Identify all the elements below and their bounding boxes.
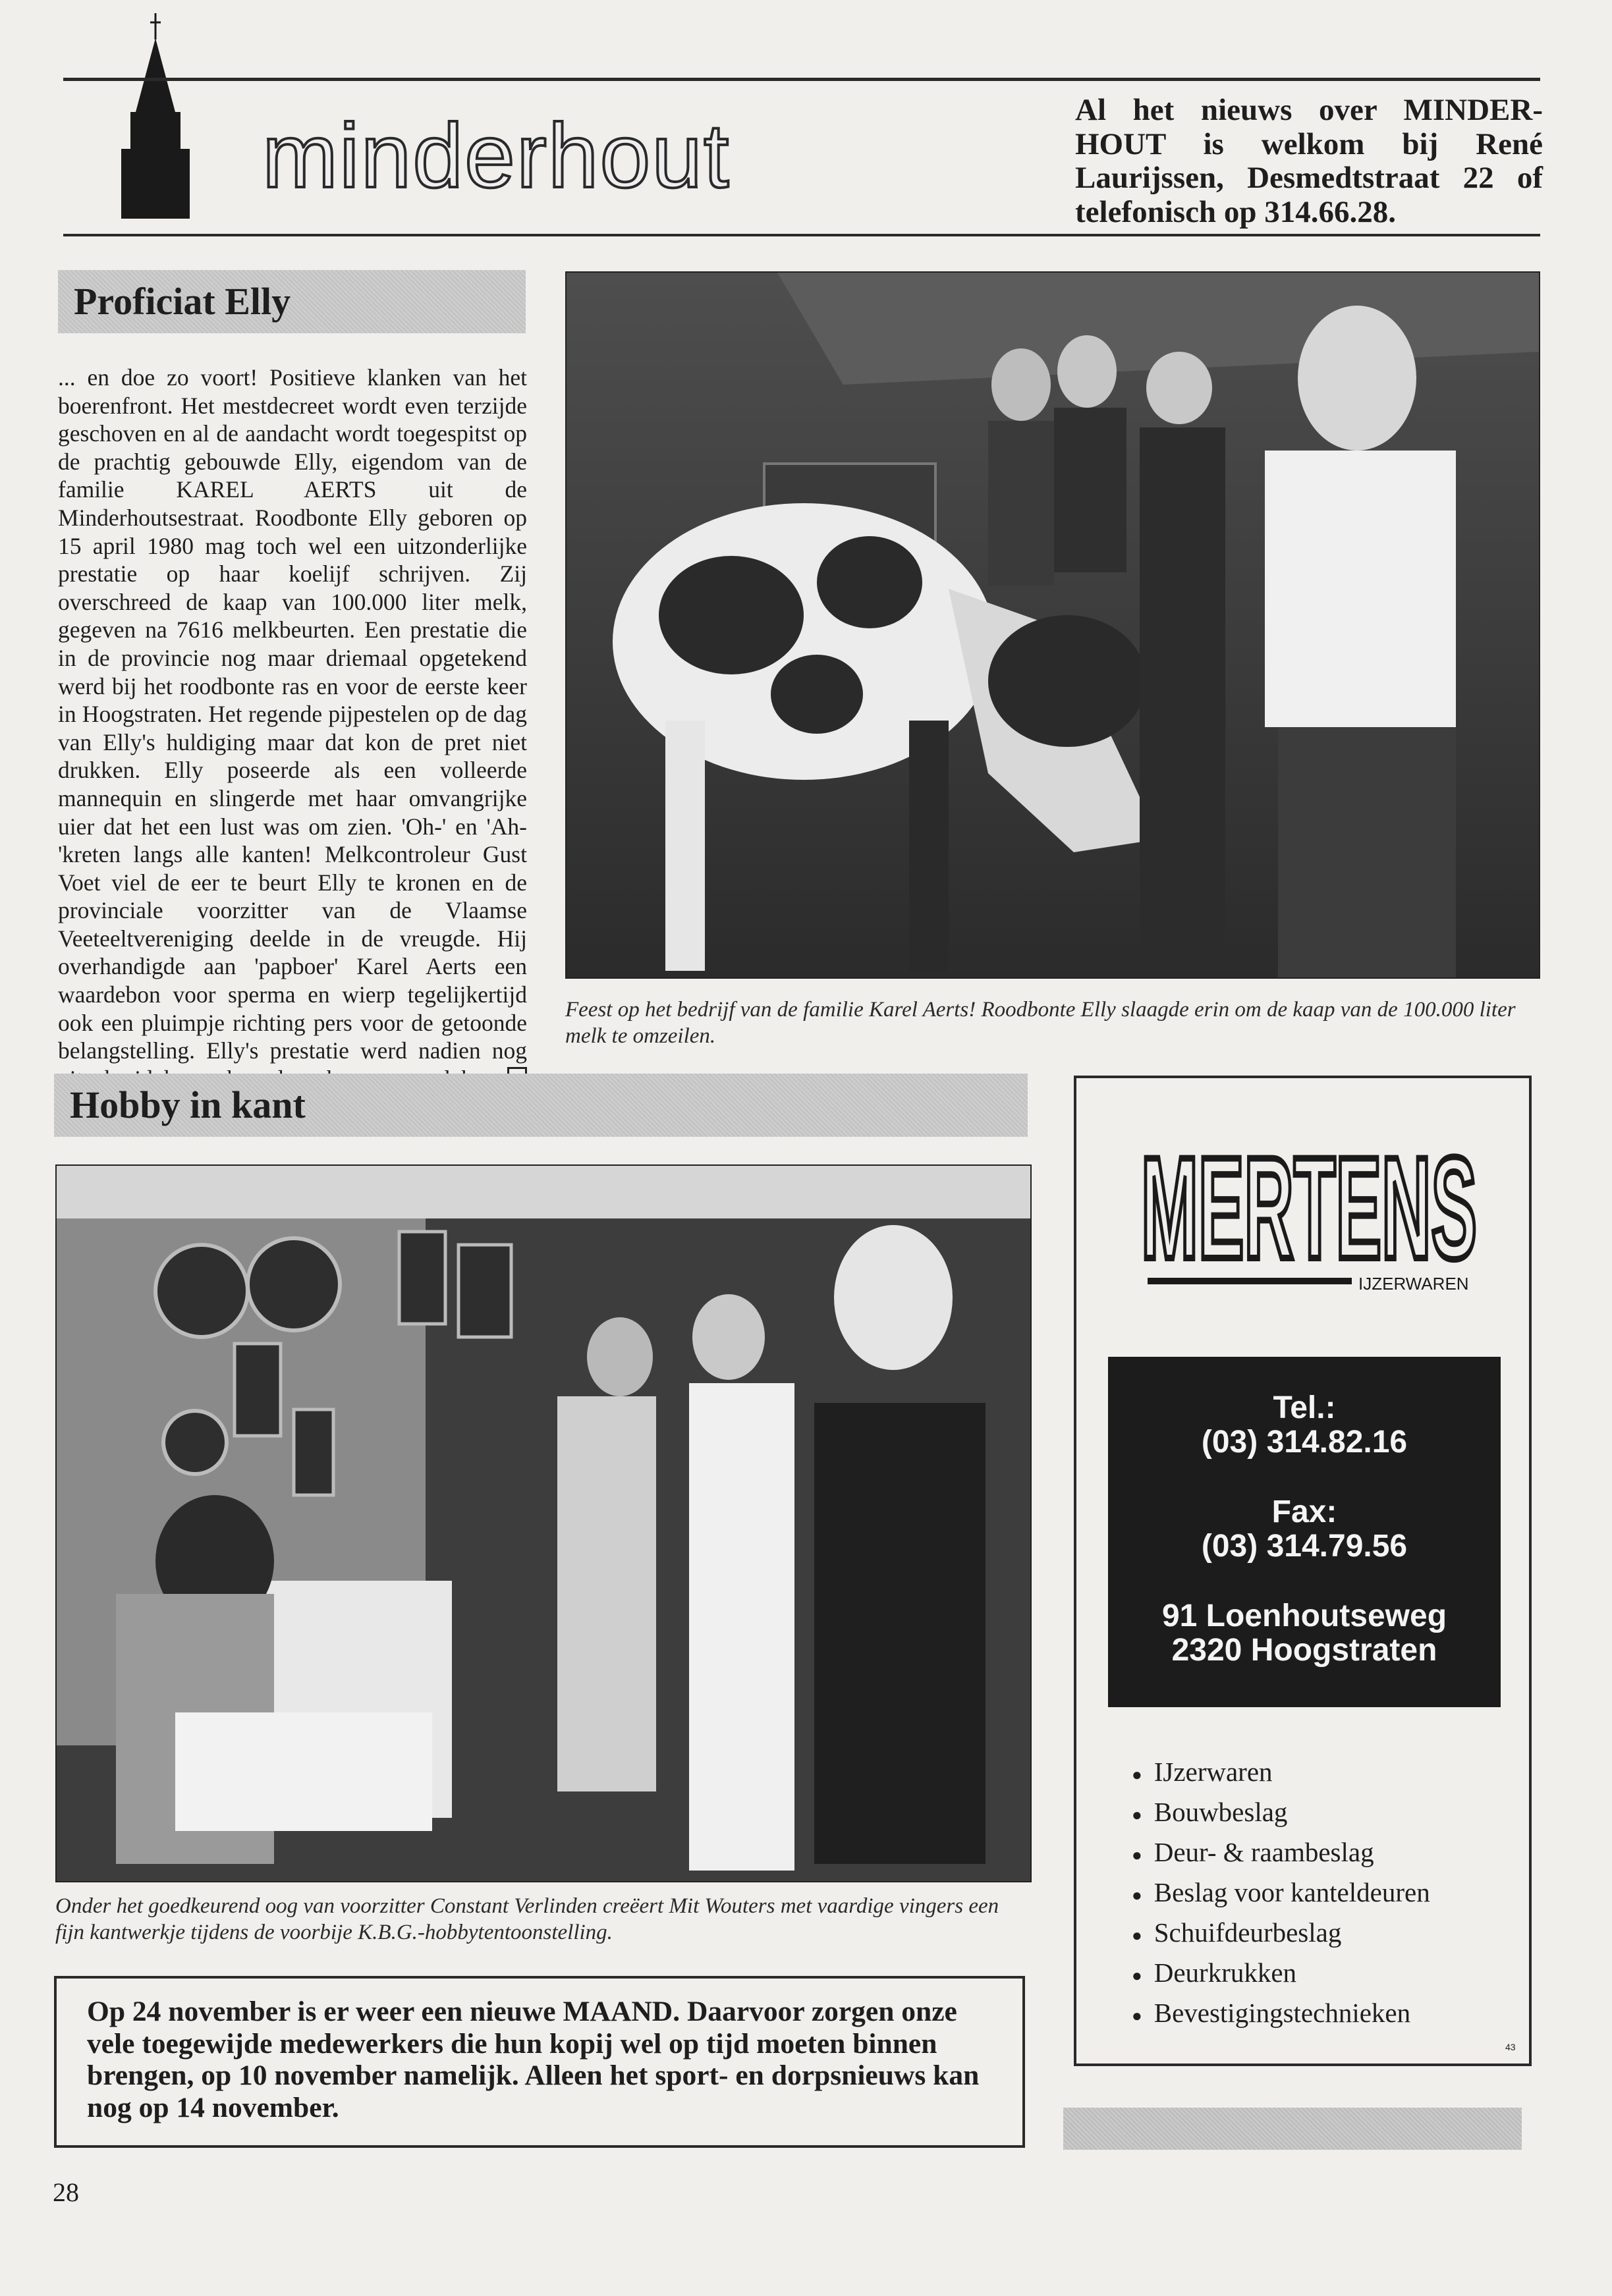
tel-number: (03) 314.82.16: [1201, 1425, 1408, 1460]
church-steeple-logo: [111, 13, 200, 219]
list-item: ● Deur- & raambeslag: [1132, 1832, 1501, 1872]
contact-block: [1108, 1357, 1501, 1707]
deadline-notice: [54, 1976, 1025, 2148]
fax-number: (03) 314.79.56: [1201, 1529, 1408, 1564]
heading-proficiat-elly: Proficiat Elly: [58, 270, 526, 333]
masthead-bottom-rule: [63, 234, 1540, 236]
ad-code: 43: [1505, 2042, 1516, 2052]
photo-cow-elly: [565, 271, 1540, 979]
masthead-top-rule: [63, 78, 1540, 81]
list-item: ● IJzerwaren: [1132, 1752, 1501, 1792]
advertiser-logo: [1134, 1113, 1484, 1304]
notice-text: Op 24 november is er weer een nieuwe MAAND. Daarvoor zorgen onze vele toegewijde medewerkers die hun kopij wel op tijd moeten binnen brengen, op 10 november namelijk. Alleen het sport- en dorpsnieuws kan nog op 14 november.: [87, 1996, 980, 2124]
tel-label: Tel.:: [1273, 1390, 1336, 1425]
photo-lace-making: [55, 1164, 1032, 1882]
logo-subtitle: IJZERWAREN: [1358, 1274, 1469, 1294]
caption-cow-photo: Feest op het bedrijf van de familie Karel Aerts! Roodbonte Elly slaagde erin om de kaap van de 100.000 liter melk te omzeilen.: [565, 998, 1516, 1049]
address-street: 91 Loenhoutseweg: [1161, 1599, 1447, 1633]
caption-lace-photo: Onder het goedkeurend oog van voorzitter Constant Verlinden creëert Mit Wouters met vaardige vingers een fijn kantwerkje tijdens de voorbije K.B.G.-hobbytentoonstelling.: [55, 1894, 999, 1945]
decorative-band: [1063, 2108, 1522, 2150]
article-body-proficiat-elly: [58, 364, 527, 1093]
list-item: ● Bouwbeslag: [1132, 1792, 1501, 1832]
address-city: 2320 Hoogstraten: [1171, 1633, 1437, 1668]
section-title: minderhout: [262, 105, 731, 207]
list-item: ● Beslag voor kanteldeuren: [1132, 1872, 1501, 1913]
list-item: ● Bevestigingstechnieken: [1132, 1993, 1501, 2033]
logo-wordmark: MERTENS: [1141, 1127, 1477, 1289]
fax-label: Fax:: [1271, 1494, 1337, 1529]
product-list: [1132, 1752, 1501, 2033]
article-text: ... en doe zo voort! Positieve klanken van het boerenfront. Het mestdecreet wordt even terzijde geschoven en al de aandacht wordt toegespitst op de prachtig gebouwde Elly, eigendom van de familie KAREL AERTS uit de Minderhoutsestraat. Roodbonte Elly geboren op 15 april 1980 mag toch wel een uitzonderlijke prestatie op haar koelijf schrijven. Zij overschreed de kaap van 100.000 liter melk, gegeven na 7616 melkbeurten. Een prestatie die in de provincie nog maar driemaal opgetekend werd bij het roodbonte ras en voor de eerste keer in Hoogstraten. Het regende pijpestelen op de dag van Elly's huldiging maar dat kon de pret niet drukken. Elly poseerde als een volleerde mannequin en slingerde met haar omvangrijke uier dat het een lust was om zien. 'Oh-' en 'Ah-'kreten langs alle kanten! Melkcontroleur Gust Voet viel de eer te beurt Elly te kronen en de provinciale voorzitter van de Vlaamse Veeteeltvereniging deelde in de vreugde. Hij overhandigde aan 'papboer' Karel Aerts een waardebon voor sperma en wierp tegelijkertijd ook een pluimpje richting pers voor de getoonde belangstelling. Elly's prestatie werd nadien nog: [58, 364, 527, 1064]
list-item: ● Deurkrukken: [1132, 1953, 1501, 1993]
heading-hobby-in-kant: Hobby in kant: [54, 1074, 1028, 1137]
masthead-intro: Al het nieuws over MINDER-HOUT is welkom bij René Laurijssen, Desmedtstraat 22 of telefonisch op 314.66.28.: [1075, 93, 1543, 230]
page-number: 28: [53, 2177, 79, 2207]
list-item: ● Schuifdeurbeslag: [1132, 1913, 1501, 1953]
